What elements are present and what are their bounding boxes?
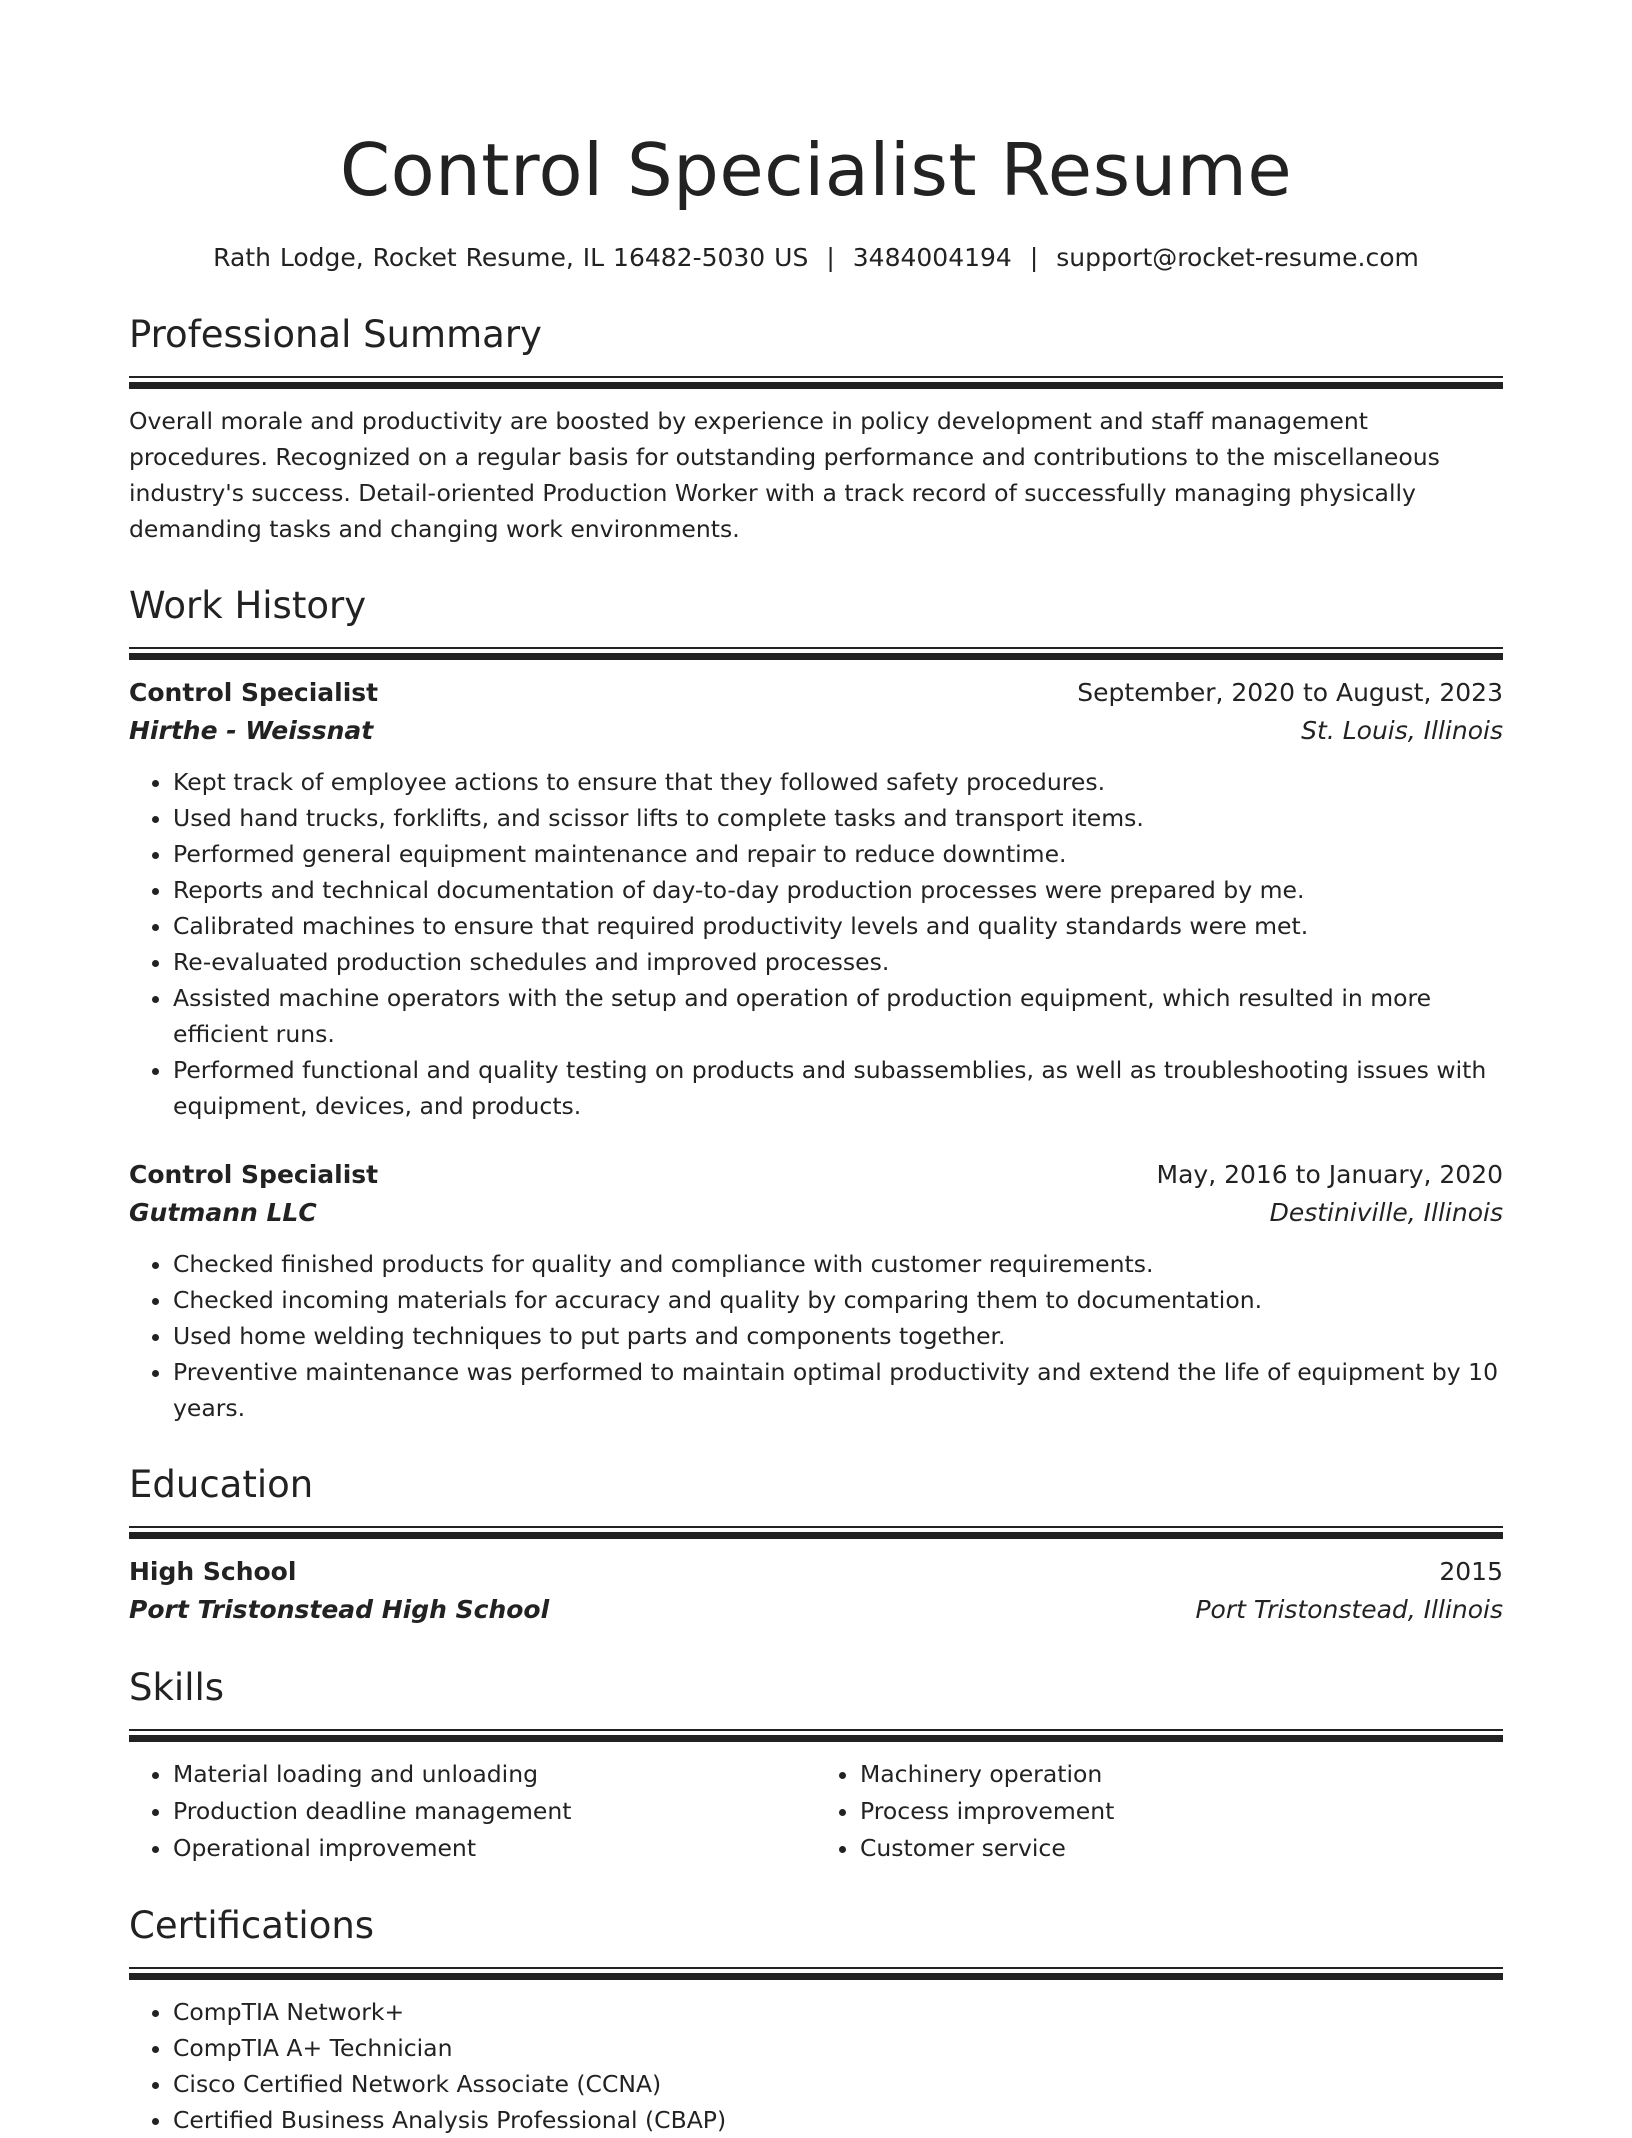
list-item: • Re-evaluated production schedules and improved processes. bbox=[173, 944, 1503, 980]
list-item: • Assisted machine operators with the setup and operation of production equipment, which resulted in more efficient runs. bbox=[173, 980, 1503, 1052]
skill-item: • Machinery operation bbox=[860, 1756, 1503, 1792]
job-company-row bbox=[129, 712, 1503, 750]
list-item: • Checked incoming materials for accuracy and quality by comparing them to documentation. bbox=[173, 1282, 1503, 1318]
job-location: St. Louis, Illinois bbox=[1301, 716, 1503, 745]
contact-email: support@rocket-resume.com bbox=[1056, 243, 1419, 272]
job-entry bbox=[129, 1156, 1503, 1426]
education-degree: High School bbox=[129, 1557, 297, 1586]
list-item: • Preventive maintenance was performed to maintain optimal productivity and extend the life of equipment by 10 years. bbox=[173, 1354, 1503, 1426]
list-item: • Performed functional and quality testing on products and subassemblies, as well as troubleshooting issues with equipment, devices, and products. bbox=[173, 1052, 1503, 1124]
job-entry bbox=[129, 674, 1503, 1124]
job-company-row bbox=[129, 1194, 1503, 1232]
section-divider bbox=[129, 376, 1503, 389]
skill-item: • Customer service bbox=[860, 1830, 1503, 1866]
job-title: Control Specialist bbox=[129, 678, 379, 707]
list-item: • Reports and technical documentation of day-to-day production processes were prepared by me. bbox=[173, 872, 1503, 908]
resume-title: Control Specialist Resume bbox=[339, 128, 1293, 212]
list-item: • Performed general equipment maintenance and repair to reduce downtime. bbox=[173, 836, 1503, 872]
job-bullets bbox=[129, 1246, 1503, 1426]
skills-grid bbox=[129, 1756, 1503, 1867]
job-header-row bbox=[129, 1156, 1503, 1194]
education-location: Port Tristonstead, Illinois bbox=[1195, 1595, 1503, 1624]
education-school: Port Tristonstead High School bbox=[129, 1595, 550, 1624]
job-dates: May, 2016 to January, 2020 bbox=[1156, 1160, 1503, 1189]
job-header-row bbox=[129, 674, 1503, 712]
certifications-section bbox=[129, 1901, 1503, 2138]
section-divider bbox=[129, 1526, 1503, 1539]
skills-column-left bbox=[129, 1756, 816, 1867]
job-company: Hirthe - Weissnat bbox=[129, 716, 374, 745]
skill-item: • Production deadline management bbox=[173, 1793, 816, 1829]
list-item: • Kept track of employee actions to ensure that they followed safety procedures. bbox=[173, 764, 1503, 800]
list-item: • Used home welding techniques to put parts and components together. bbox=[173, 1318, 1503, 1354]
job-company: Gutmann LLC bbox=[129, 1198, 317, 1227]
contact-separator: | bbox=[1029, 243, 1039, 272]
skill-item: • Material loading and unloading bbox=[173, 1756, 816, 1792]
section-heading: Work History bbox=[129, 584, 367, 627]
job-location: Destiniville, Illinois bbox=[1269, 1198, 1503, 1227]
education-entry bbox=[129, 1553, 1503, 1629]
section-heading: Skills bbox=[129, 1666, 225, 1709]
certification-item: • Cisco Certified Network Associate (CCNA) bbox=[173, 2066, 1503, 2102]
job-dates: September, 2020 to August, 2023 bbox=[1077, 678, 1503, 707]
contact-address: Rath Lodge, Rocket Resume, IL 16482-5030 US bbox=[213, 243, 809, 272]
section-heading: Education bbox=[129, 1463, 314, 1506]
list-item: • Used hand trucks, forklifts, and scissor lifts to complete tasks and transport items. bbox=[173, 800, 1503, 836]
skill-item: • Operational improvement bbox=[173, 1830, 816, 1866]
education-year: 2015 bbox=[1439, 1557, 1503, 1586]
summary-section bbox=[129, 310, 1503, 547]
work-history-section bbox=[129, 581, 1503, 1426]
section-heading: Professional Summary bbox=[129, 313, 542, 356]
education-section bbox=[129, 1460, 1503, 1629]
job-title: Control Specialist bbox=[129, 1160, 379, 1189]
summary-text: Overall morale and productivity are boosted by experience in policy development and staff management procedures. Recognized on a regular basis for outstanding performance and contributions to the miscellaneous industry's success. Detail-oriented Production Worker with a track record of successfully managing physically demanding tasks and changing work environments. bbox=[129, 407, 1440, 543]
skills-section bbox=[129, 1663, 1503, 1867]
section-divider bbox=[129, 1967, 1503, 1980]
contact-phone: 3484004194 bbox=[852, 243, 1012, 272]
certification-item: • Certified Business Analysis Professional (CBAP) bbox=[173, 2102, 1503, 2138]
education-school-row bbox=[129, 1591, 1503, 1629]
skills-column-right bbox=[816, 1756, 1503, 1867]
certifications-list bbox=[129, 1994, 1503, 2138]
skill-item: • Process improvement bbox=[860, 1793, 1503, 1829]
contact-line bbox=[129, 240, 1503, 276]
section-heading: Certifications bbox=[129, 1904, 375, 1947]
education-header-row bbox=[129, 1553, 1503, 1591]
contact-separator: | bbox=[826, 243, 835, 272]
certification-item: • CompTIA A+ Technician bbox=[173, 2030, 1503, 2066]
list-item: • Checked finished products for quality and compliance with customer requirements. bbox=[173, 1246, 1503, 1282]
section-divider bbox=[129, 647, 1503, 660]
job-bullets bbox=[129, 764, 1503, 1124]
section-divider bbox=[129, 1729, 1503, 1742]
list-item: • Calibrated machines to ensure that required productivity levels and quality standards were met. bbox=[173, 908, 1503, 944]
certification-item: • CompTIA Network+ bbox=[173, 1994, 1503, 2030]
